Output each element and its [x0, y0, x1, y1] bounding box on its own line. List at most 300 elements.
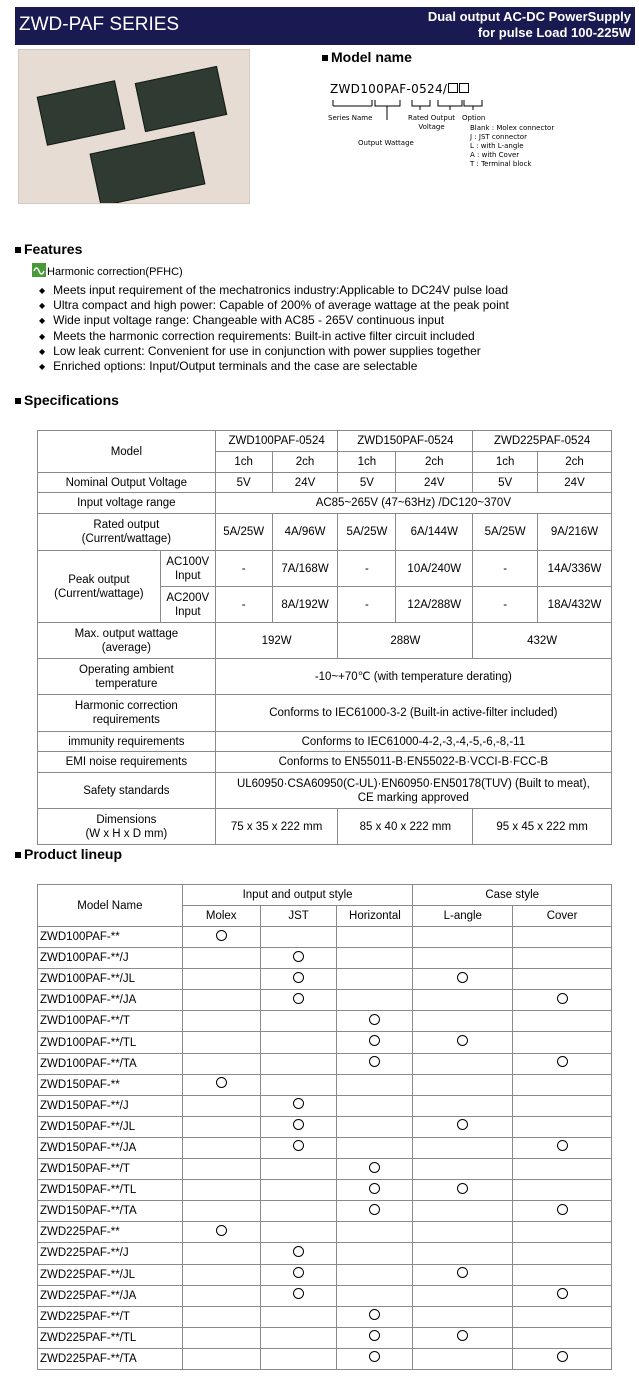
spec-cell: 5V	[338, 473, 396, 493]
lineup-cell	[337, 1222, 413, 1243]
option-notes	[470, 124, 554, 169]
lineup-model-name: ZWD150PAF-**/T	[38, 1159, 183, 1180]
lineup-model-name: ZWD225PAF-**/J	[38, 1243, 183, 1264]
lineup-cell	[182, 1095, 260, 1116]
spec-label	[38, 514, 216, 551]
lineup-cell	[413, 1137, 513, 1158]
lineup-cell	[513, 1053, 612, 1074]
spec-cell: 95 x 45 x 222 mm	[473, 809, 612, 845]
lineup-cell	[413, 1074, 513, 1095]
circle-mark-icon	[293, 1246, 304, 1257]
circle-mark-icon	[369, 1035, 380, 1046]
lineup-cell	[182, 969, 260, 990]
lineup-col-header: Horizontal	[337, 906, 413, 927]
spec-cell: 1ch	[338, 452, 396, 473]
lineup-cell	[260, 1285, 337, 1306]
spec-model: ZWD150PAF-0524	[338, 431, 473, 452]
spec-cell: -	[215, 551, 272, 587]
spec-cell: -10~+70℃ (with temperature derating)	[215, 659, 611, 695]
lineup-cell	[413, 1053, 513, 1074]
circle-mark-icon	[369, 1351, 380, 1362]
lineup-model-name: ZWD100PAF-**/JA	[38, 990, 183, 1011]
lineup-model-name: ZWD100PAF-**/T	[38, 1011, 183, 1032]
lineup-cell	[513, 1306, 612, 1327]
table-row	[38, 1159, 612, 1180]
lineup-cell	[413, 1264, 513, 1285]
lineup-cell	[337, 1011, 413, 1032]
lineup-cell	[413, 990, 513, 1011]
rated-output-line: Rated Output	[408, 114, 456, 122]
spec-cell: Conforms to IEC61000-3-2 (Built-in active-filter included)	[215, 695, 611, 732]
lineup-cell	[513, 1264, 612, 1285]
lineup-cell	[337, 1053, 413, 1074]
features-heading: Features	[15, 241, 82, 257]
series-title: ZWD-PAF SERIES	[19, 14, 180, 35]
option-note: T : Terminal block	[470, 160, 532, 168]
specifications-table	[37, 430, 612, 845]
lineup-model-header: Model Name	[38, 885, 183, 927]
lineup-cell	[260, 1222, 337, 1243]
specifications-heading: Specifications	[15, 392, 119, 408]
lineup-model-name: ZWD225PAF-**/TL	[38, 1327, 183, 1348]
circle-mark-icon	[557, 1351, 568, 1362]
lineup-cell	[513, 1116, 612, 1137]
lineup-cell	[337, 1180, 413, 1201]
lineup-cell	[260, 990, 337, 1011]
lineup-cell	[182, 1011, 260, 1032]
lineup-cell	[260, 948, 337, 969]
lineup-cell	[260, 1180, 337, 1201]
circle-mark-icon	[457, 1035, 468, 1046]
circle-mark-icon	[557, 1056, 568, 1067]
circle-mark-icon	[369, 1330, 380, 1341]
lineup-cell	[513, 990, 612, 1011]
spec-cell: 5A/25W	[473, 514, 538, 551]
table-row	[38, 1011, 612, 1032]
lineup-model-name: ZWD100PAF-**	[38, 927, 183, 948]
lineup-cell	[513, 1011, 612, 1032]
lineup-cell	[260, 1032, 337, 1053]
spec-cell: -	[215, 587, 272, 623]
spec-label: Safety standards	[38, 773, 216, 809]
spec-label-line: (Current/wattage)	[81, 533, 172, 545]
series-name-label: Series Name	[328, 114, 373, 122]
product-photo	[18, 49, 250, 204]
spec-cell: -	[473, 551, 538, 587]
table-row	[38, 1180, 612, 1201]
spec-label	[38, 623, 216, 659]
circle-mark-icon	[557, 1140, 568, 1151]
lineup-cell	[260, 1159, 337, 1180]
lineup-cell	[513, 1243, 612, 1264]
lineup-cell	[182, 1116, 260, 1137]
lineup-cell	[337, 1243, 413, 1264]
model-name-heading: Model name	[322, 49, 412, 65]
product-lineup-table	[37, 884, 612, 1370]
lineup-cell	[413, 1243, 513, 1264]
lineup-cell	[337, 1285, 413, 1306]
spec-cell: -	[473, 587, 538, 623]
lineup-model-name: ZWD150PAF-**	[38, 1074, 183, 1095]
spec-label-line: Dimensions	[96, 813, 157, 826]
lineup-cell	[413, 1348, 513, 1369]
spec-cell: 18A/432W	[538, 587, 612, 623]
circle-mark-icon	[457, 1330, 468, 1341]
lineup-cell	[513, 969, 612, 990]
feature-item: ◆ Meets input requirement of the mechatronics industry:Applicable to DC24V pulse load	[39, 283, 509, 298]
spec-cell: Conforms to IEC61000-4-2,-3,-4,-5,-6,-8,-11	[215, 732, 611, 752]
lineup-cell	[260, 1137, 337, 1158]
lineup-cell	[337, 1032, 413, 1053]
spec-label-line: temperature	[95, 677, 158, 690]
lineup-cell	[337, 1327, 413, 1348]
circle-mark-icon	[216, 1225, 227, 1236]
spec-cell: 5A/25W	[338, 514, 396, 551]
lineup-cell	[182, 1180, 260, 1201]
spec-cell: 2ch	[538, 452, 612, 473]
circle-mark-icon	[369, 1014, 380, 1025]
spec-cell: 10A/240W	[396, 551, 473, 587]
spec-label-line: (Current/wattage)	[54, 587, 144, 600]
lineup-cell	[337, 927, 413, 948]
spec-label-line: Operating ambient	[79, 663, 174, 676]
lineup-cell	[182, 948, 260, 969]
table-row	[38, 1243, 612, 1264]
spec-cell	[215, 773, 611, 809]
lineup-model-name: ZWD150PAF-**/TL	[38, 1180, 183, 1201]
lineup-cell	[413, 1306, 513, 1327]
lineup-model-name: ZWD225PAF-**/TA	[38, 1348, 183, 1369]
circle-mark-icon	[457, 1119, 468, 1130]
features-list	[39, 283, 509, 374]
spec-cell: 5V	[473, 473, 538, 493]
lineup-cell	[337, 1137, 413, 1158]
spec-label-line: (W x H x D mm)	[85, 827, 168, 840]
spec-cell: AC85~265V (47~63Hz) /DC120~370V	[215, 493, 611, 514]
safety-line: UL60950·CSA60950(C-UL)·EN60950·EN50178(TUV) (Built to meat),	[236, 777, 590, 790]
spec-cell: 2ch	[272, 452, 338, 473]
lineup-cell	[513, 948, 612, 969]
pcb-board-1	[37, 80, 126, 146]
spec-label-line: AC200V	[166, 591, 210, 604]
spec-label: Model	[38, 431, 216, 473]
lineup-cell	[413, 1116, 513, 1137]
circle-mark-icon	[293, 1140, 304, 1151]
spec-cell: 12A/288W	[396, 587, 473, 623]
circle-mark-icon	[369, 1204, 380, 1215]
spec-cell: -	[338, 551, 396, 587]
table-row	[38, 1074, 612, 1095]
lineup-cell	[182, 1264, 260, 1285]
lineup-cell	[182, 1032, 260, 1053]
option-note: J : JST connector	[470, 133, 527, 141]
lineup-cell	[513, 1285, 612, 1306]
lineup-model-name: ZWD150PAF-**/J	[38, 1095, 183, 1116]
lineup-cell	[337, 990, 413, 1011]
pcb-board-3	[90, 131, 206, 204]
lineup-body	[38, 927, 612, 1370]
circle-mark-icon	[293, 993, 304, 1004]
lineup-cell	[260, 927, 337, 948]
spec-label-line: requirements	[92, 714, 160, 726]
lineup-cell	[413, 1180, 513, 1201]
lineup-cell	[413, 1285, 513, 1306]
lineup-cell	[513, 1074, 612, 1095]
table-row	[38, 948, 612, 969]
spec-label-line: Input	[174, 605, 201, 618]
table-row	[38, 1032, 612, 1053]
circle-mark-icon	[293, 1119, 304, 1130]
table-row	[38, 1306, 612, 1327]
spec-cell: 1ch	[473, 452, 538, 473]
lineup-model-name: ZWD225PAF-**/JL	[38, 1264, 183, 1285]
spec-model: ZWD225PAF-0524	[473, 431, 612, 452]
lineup-cell	[182, 1137, 260, 1158]
lineup-cell	[513, 1159, 612, 1180]
spec-label	[38, 695, 216, 732]
lineup-cell	[337, 1348, 413, 1369]
spec-cell: 8A/192W	[272, 587, 338, 623]
spec-label	[38, 551, 161, 623]
harmonic-wave-icon	[32, 263, 46, 277]
lineup-cell	[337, 1306, 413, 1327]
lineup-cell	[182, 1201, 260, 1222]
lineup-model-name: ZWD100PAF-**/TL	[38, 1032, 183, 1053]
lineup-cell	[182, 1306, 260, 1327]
pcb-board-2	[135, 66, 228, 132]
output-wattage-label: Output Wattage	[358, 139, 414, 147]
circle-mark-icon	[557, 1288, 568, 1299]
lineup-model-name: ZWD100PAF-**/J	[38, 948, 183, 969]
rated-output-voltage-label	[408, 114, 455, 132]
spec-cell: 75 x 35 x 222 mm	[215, 809, 338, 845]
model-code-text: ZWD100PAF-0524/	[330, 82, 448, 96]
table-row	[38, 990, 612, 1011]
lineup-cell	[513, 1201, 612, 1222]
lineup-cell	[182, 1348, 260, 1369]
circle-mark-icon	[457, 1267, 468, 1278]
lineup-cell	[337, 1159, 413, 1180]
spec-cell: 14A/336W	[538, 551, 612, 587]
spec-model: ZWD100PAF-0524	[215, 431, 338, 452]
spec-label: immunity requirements	[38, 732, 216, 752]
spec-cell: 432W	[473, 623, 612, 659]
feature-item: ◆ Ultra compact and high power: Capable of 200% of average wattage at the peak point	[39, 298, 509, 313]
spec-cell: 288W	[338, 623, 473, 659]
lineup-cell	[337, 1264, 413, 1285]
circle-mark-icon	[457, 1183, 468, 1194]
option-note: A : with Cover	[470, 151, 520, 159]
table-row	[38, 1116, 612, 1137]
circle-mark-icon	[293, 972, 304, 983]
lineup-model-name: ZWD150PAF-**/JL	[38, 1116, 183, 1137]
spec-cell: 24V	[272, 473, 338, 493]
circle-mark-icon	[369, 1309, 380, 1320]
spec-cell: 4A/96W	[272, 514, 338, 551]
lineup-cell	[182, 1327, 260, 1348]
lineup-cell	[413, 1032, 513, 1053]
lineup-cell	[182, 1074, 260, 1095]
spec-label-line: Input	[174, 569, 201, 582]
lineup-cell	[260, 969, 337, 990]
lineup-cell	[413, 1159, 513, 1180]
spec-cell: Conforms to EN55011-B·EN55022-B·VCCI-B·FCC-B	[215, 752, 611, 773]
spec-label-line: AC100V	[166, 555, 210, 568]
spec-cell: 2ch	[396, 452, 473, 473]
table-row	[38, 1327, 612, 1348]
pfhc-line	[32, 263, 183, 278]
lineup-cell	[337, 969, 413, 990]
option-note: L : with L-angle	[470, 142, 524, 150]
spec-label-line: Harmonic correction	[74, 700, 178, 712]
circle-mark-icon	[293, 1267, 304, 1278]
spec-sublabel	[160, 587, 215, 623]
model-code	[330, 82, 469, 96]
lineup-cell	[513, 1032, 612, 1053]
lineup-cell	[182, 1159, 260, 1180]
circle-mark-icon	[293, 1098, 304, 1109]
spec-sublabel	[160, 551, 215, 587]
lineup-cell	[260, 1116, 337, 1137]
product-lineup-heading: Product lineup	[15, 846, 122, 862]
lineup-cell	[337, 1116, 413, 1137]
spec-cell: 6A/144W	[396, 514, 473, 551]
lineup-cell	[260, 1264, 337, 1285]
spec-label-line: Max. output wattage	[74, 627, 179, 640]
lineup-cell	[182, 927, 260, 948]
spec-label: Nominal Output Voltage	[38, 473, 216, 493]
circle-mark-icon	[557, 1204, 568, 1215]
rated-voltage-line: Voltage	[418, 123, 445, 131]
lineup-cell	[513, 1348, 612, 1369]
table-row	[38, 1222, 612, 1243]
circle-mark-icon	[216, 930, 227, 941]
circle-mark-icon	[369, 1162, 380, 1173]
lineup-model-name: ZWD225PAF-**	[38, 1222, 183, 1243]
spec-cell: 5A/25W	[215, 514, 272, 551]
lineup-cell	[513, 927, 612, 948]
lineup-col-header: Cover	[513, 906, 612, 927]
lineup-cell	[182, 1222, 260, 1243]
lineup-cell	[260, 1074, 337, 1095]
lineup-cell	[182, 1285, 260, 1306]
lineup-model-name: ZWD225PAF-**/JA	[38, 1285, 183, 1306]
circle-mark-icon	[369, 1183, 380, 1194]
option-note: Blank : Molex connector	[470, 124, 555, 132]
lineup-cell	[260, 1053, 337, 1074]
spec-label: Input voltage range	[38, 493, 216, 514]
spec-label: EMI noise requirements	[38, 752, 216, 773]
option-box-1	[448, 83, 458, 93]
spec-label-line: Rated output	[93, 519, 160, 531]
table-row	[38, 1095, 612, 1116]
table-row	[38, 969, 612, 990]
spec-label	[38, 659, 216, 695]
lineup-model-name: ZWD225PAF-**/T	[38, 1306, 183, 1327]
lineup-cell	[513, 1327, 612, 1348]
lineup-case-header: Case style	[413, 885, 612, 906]
feature-item: ◆ Meets the harmonic correction requirements: Built-in active filter circuit included	[39, 329, 509, 344]
lineup-cell	[260, 1011, 337, 1032]
lineup-cell	[513, 1095, 612, 1116]
table-row	[38, 1348, 612, 1369]
lineup-cell	[260, 1243, 337, 1264]
pfhc-label: Harmonic correction(PFHC)	[47, 266, 183, 278]
spec-cell: 192W	[215, 623, 338, 659]
lineup-cell	[260, 1201, 337, 1222]
lineup-cell	[337, 1095, 413, 1116]
spec-cell: 24V	[396, 473, 473, 493]
table-row	[38, 927, 612, 948]
table-row	[38, 1201, 612, 1222]
feature-item: ◆ Enriched options: Input/Output terminals and the case are selectable	[39, 359, 509, 374]
spec-label-line: Peak output	[68, 573, 130, 586]
lineup-cell	[182, 1243, 260, 1264]
lineup-cell	[513, 1180, 612, 1201]
table-row	[38, 1137, 612, 1158]
feature-item: ◆ Low leak current: Convenient for use in conjunction with power supplies together	[39, 344, 509, 359]
lineup-cell	[337, 1201, 413, 1222]
spec-cell: 9A/216W	[538, 514, 612, 551]
lineup-cell	[413, 1201, 513, 1222]
lineup-cell	[260, 1306, 337, 1327]
lineup-cell	[260, 1327, 337, 1348]
page-header	[15, 7, 635, 45]
lineup-model-name: ZWD150PAF-**/JA	[38, 1137, 183, 1158]
lineup-cell	[513, 1137, 612, 1158]
circle-mark-icon	[293, 951, 304, 962]
spec-label-line: (average)	[101, 641, 151, 654]
lineup-cell	[413, 948, 513, 969]
spec-label	[38, 809, 216, 845]
lineup-cell	[182, 990, 260, 1011]
lineup-col-header: JST	[260, 906, 337, 927]
table-row	[38, 1285, 612, 1306]
spec-cell: 24V	[538, 473, 612, 493]
table-row	[38, 1264, 612, 1285]
circle-mark-icon	[293, 1288, 304, 1299]
lineup-model-name: ZWD100PAF-**/JL	[38, 969, 183, 990]
spec-cell: 5V	[215, 473, 272, 493]
spec-cell: 7A/168W	[272, 551, 338, 587]
lineup-col-header: L-angle	[413, 906, 513, 927]
feature-item: ◆ Wide input voltage range: Changeable with AC85 - 265V continuous input	[39, 313, 509, 328]
lineup-cell	[182, 1053, 260, 1074]
lineup-cell	[413, 927, 513, 948]
circle-mark-icon	[457, 972, 468, 983]
lineup-cell	[260, 1095, 337, 1116]
lineup-cell	[337, 1074, 413, 1095]
lineup-col-header: Molex	[182, 906, 260, 927]
spec-cell: -	[338, 587, 396, 623]
lineup-cell	[413, 1327, 513, 1348]
lineup-cell	[413, 1011, 513, 1032]
subtitle-line-1: Dual output AC-DC PowerSupply	[427, 9, 631, 24]
option-label: Option	[462, 114, 486, 122]
lineup-io-header: Input and output style	[182, 885, 413, 906]
header-subtitle	[428, 9, 631, 41]
table-row	[38, 1053, 612, 1074]
circle-mark-icon	[557, 993, 568, 1004]
safety-line: CE marking approved	[357, 791, 469, 804]
circle-mark-icon	[216, 1077, 227, 1088]
lineup-model-name: ZWD150PAF-**/TA	[38, 1201, 183, 1222]
option-box-2	[459, 83, 469, 93]
lineup-cell	[413, 1222, 513, 1243]
lineup-cell	[513, 1222, 612, 1243]
lineup-cell	[413, 1095, 513, 1116]
circle-mark-icon	[369, 1056, 380, 1067]
